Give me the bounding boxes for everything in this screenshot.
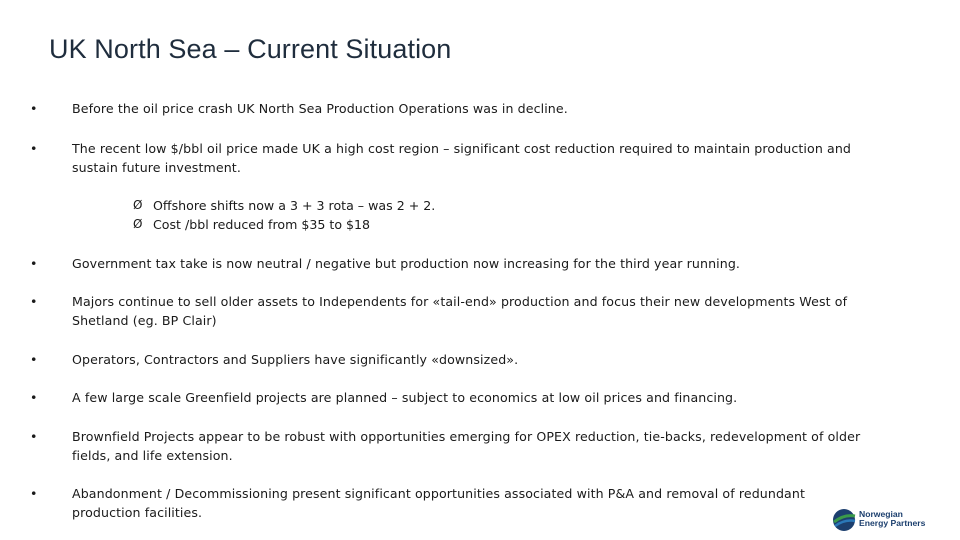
slide-title: UK North Sea – Current Situation [49,34,452,64]
bullet-dot: • [30,294,38,309]
bullet-dot: • [30,141,38,156]
bullet-text: The recent low $/bbl oil price made UK a high cost region – significant cost reduction required to maintain production and sustain future investment. [72,141,852,175]
bullet-text: Before the oil price crash UK North Sea Production Operations was in decline. [72,101,568,116]
sub-bullet-text: Offshore shifts now a 3 + 3 rota – was 2 + 2. [153,198,436,213]
arrow-bullet-icon: Ø [133,198,143,212]
logo-line-1: Norwegian [859,509,903,519]
company-logo [831,506,937,534]
logo-line-2: Energy Partners [859,518,926,528]
bullet-text: Government tax take is now neutral / negative but production now increasing for the third year running. [72,256,741,271]
bullet-dot: • [30,429,38,444]
bullet-text: Abandonment / Decommissioning present significant opportunities associated with P&A and removal of redundant production facilities. [72,486,805,520]
bullet-dot: • [30,486,38,501]
bullet-dot: • [30,352,38,367]
bullet-text: Majors continue to sell older assets to Independents for «tail-end» production and focus their new developments West of Shetland (eg. BP Clair) [72,294,848,328]
bullet-text: A few large scale Greenfield projects are planned – subject to economics at low oil prices and financing. [72,390,738,405]
sub-bullet-text: Cost /bbl reduced from $35 to $18 [153,217,371,232]
bullet-dot: • [30,390,38,405]
arrow-bullet-icon: Ø [133,217,143,231]
bullet-text: Brownfield Projects appear to be robust with opportunities emerging for OPEX reduction, tie-backs, redevelopment of older fields, and life extension. [72,429,861,463]
bullet-dot: • [30,101,38,116]
globe-swoosh-icon [831,506,857,534]
bullet-text: Operators, Contractors and Suppliers have significantly «downsized». [72,352,519,367]
bullet-dot: • [30,256,38,271]
